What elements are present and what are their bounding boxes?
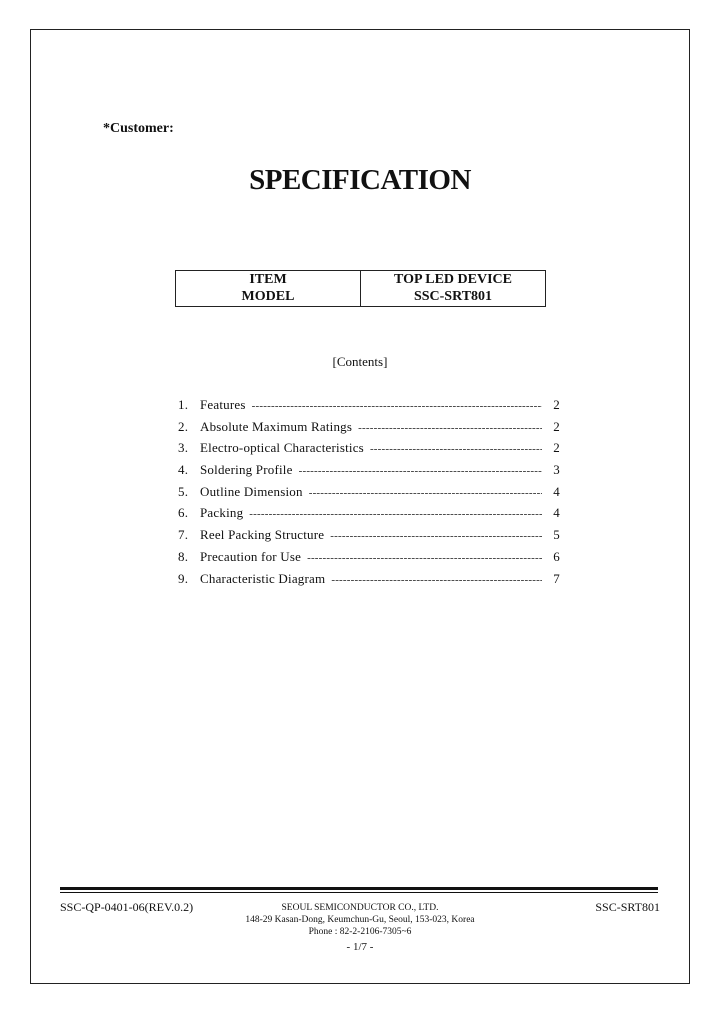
company-name: SEOUL SEMICONDUCTOR CO., LTD. xyxy=(281,903,439,913)
toc-number: 7. xyxy=(178,527,189,543)
company-phone: Phone : 82-2-2106-7305~6 xyxy=(308,927,412,937)
page-title: SPECIFICATION xyxy=(249,164,471,196)
toc-label: Soldering Profile xyxy=(200,462,293,478)
toc-leader xyxy=(299,465,542,477)
toc-leader xyxy=(252,400,542,412)
toc-item xyxy=(178,571,560,593)
toc-page: 2 xyxy=(553,418,560,434)
footer-rule-thin xyxy=(60,892,658,893)
toc-page: 4 xyxy=(553,483,560,499)
toc-label: Absolute Maximum Ratings xyxy=(200,418,353,434)
toc-page: 2 xyxy=(553,397,560,412)
toc-number: 2. xyxy=(178,418,189,434)
company-address: 148-29 Kasan-Dong, Keumchun-Gu, Seoul, 153-023, Korea xyxy=(245,915,475,925)
footer-rule-thick xyxy=(60,887,658,890)
toc-label: Precaution for Use xyxy=(200,548,302,564)
spec-values-cell xyxy=(361,271,546,307)
toc-leader xyxy=(307,552,542,564)
toc-item xyxy=(178,484,560,506)
toc-label: Outline Dimension xyxy=(200,483,303,499)
toc-item xyxy=(178,440,560,462)
toc-leader xyxy=(331,574,542,586)
item-label: ITEM xyxy=(249,272,287,287)
toc-label: Features xyxy=(200,397,246,412)
toc-number: 4. xyxy=(178,462,189,478)
customer-label: *Customer: xyxy=(103,121,174,136)
spec-labels-cell xyxy=(176,271,361,307)
toc-number: 3. xyxy=(178,440,189,456)
toc-item xyxy=(178,527,560,549)
toc-number: 9. xyxy=(178,570,189,586)
toc-leader xyxy=(330,530,542,542)
footer-model: SSC-SRT801 xyxy=(595,900,660,914)
toc-number: 1. xyxy=(178,397,189,412)
toc-label: Packing xyxy=(200,505,244,521)
toc-item xyxy=(178,505,560,527)
toc-page: 3 xyxy=(553,462,560,478)
page-number: - 1/7 - xyxy=(346,941,374,953)
toc-leader xyxy=(309,487,542,499)
item-value: TOP LED DEVICE xyxy=(394,272,512,287)
toc-item xyxy=(178,397,560,419)
toc-number: 6. xyxy=(178,505,189,521)
toc-page: 4 xyxy=(553,505,560,521)
toc-page: 2 xyxy=(553,440,560,456)
table-of-contents xyxy=(178,397,560,592)
toc-leader xyxy=(358,422,542,434)
toc-item xyxy=(178,462,560,484)
model-label: MODEL xyxy=(241,289,295,304)
model-value: SSC-SRT801 xyxy=(413,289,493,304)
toc-page: 6 xyxy=(553,548,560,564)
toc-label: Characteristic Diagram xyxy=(200,570,326,586)
toc-number: 5. xyxy=(178,483,189,499)
doc-code: SSC-QP-0401-06(REV.0.2) xyxy=(60,900,194,914)
toc-number: 8. xyxy=(178,548,189,564)
toc-label: Reel Packing Structure xyxy=(200,527,325,543)
contents-heading: [Contents] xyxy=(332,354,388,369)
toc-leader xyxy=(249,508,542,520)
toc-page: 7 xyxy=(553,570,560,586)
toc-label: Electro-optical Characteristics xyxy=(200,440,364,456)
toc-item xyxy=(178,549,560,571)
toc-item xyxy=(178,419,560,441)
toc-leader xyxy=(370,443,542,455)
toc-page: 5 xyxy=(553,527,560,543)
spec-table xyxy=(175,270,546,307)
